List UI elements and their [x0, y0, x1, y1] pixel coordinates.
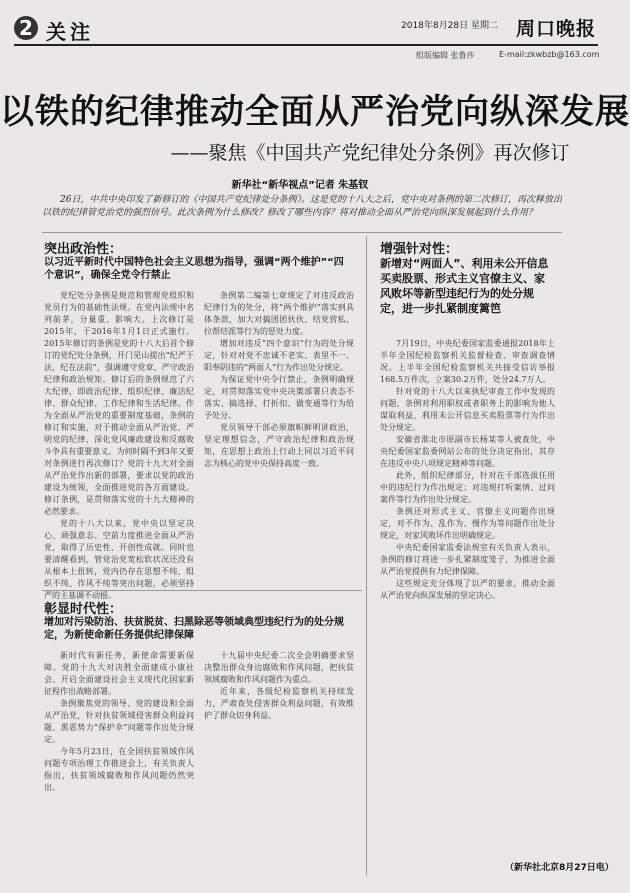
paragraph: 今年5月23日，在全国扶贫领域作风问题专项治理工作推进会上，有关负责人指出，扶贫领域腐败和作风问题仍然突出。 [44, 747, 194, 792]
editor-email: E-mail:zkwbzb@163.com [499, 50, 600, 59]
section-heading-2: 彰显时代性： [44, 602, 123, 617]
column-rule [366, 236, 367, 876]
article-dateline: （新华社北京8月27日电） [505, 863, 614, 873]
paragraph: 增加对违反“四个意识”行为的处分规定，针对对党不忠诚不老实、表里不一、阳奉阴违的“两面人”行为作出处分规定。 [204, 339, 354, 372]
divider [42, 232, 562, 233]
paragraph: 党纪处分条例是规范和管理党组织和党员行为的基础性法规。在党内法规中名列前茅，分量重、影响大。上次修订是2015年，于2016年1月1日正式施行。2015年修订的条例是党的十八大后首个修订的党纪处分条例，开门见山提出“纪严于法，纪在法前”，强调遵守党章、严守政治纪律和政治规矩。修订后的条例规范了六大纪律，即政治纪律、组织纪律、廉洁纪律、群众纪律、工作纪律和生活纪律。作为全面从严治党的重要制度基础，条例的修订和实施，对于推动全面从严治党、严明党的纪律、深化党风廉政建设和反腐败斗争具有重要意义。为何时隔不到3年又要对条例进行再次修订？党的十九大对全面从严治党作出新的部署，要求以党的政治建设为统领，全面推进党的各方面建设。修订条例，是贯彻落实党的十九大精神的必然要求。 [44, 291, 194, 516]
paragraph: 十九届中央纪委二次全会明确要求坚决整治群众身边腐败和作风问题，把扶贫领域腐败和作风问题作为重点。 [204, 651, 354, 684]
paragraph: 新时代有新任务，新使命需要新保障。党的十九大对决胜全面建成小康社会、开启全面建设社会主义现代化国家新征程作出战略部署。 [44, 651, 194, 696]
paragraph: 针对党的十八大以来执纪审查工作中发现的问题，条例对利用职权或者职务上的影响为他人谋取利益、利用未公开信息买卖股票等行为作出处分规定。 [380, 387, 555, 432]
headline: 以铁的纪律推动全面从严治党向纵深发展 [0, 92, 630, 132]
paragraph: 安徽省淮北市原副市长杨某等人被查处，中央纪委国家监委网站公布的处分决定指出，其存在违反中央八项规定精神等问题。 [380, 435, 555, 468]
lead-paragraph: 26日，中共中央印发了新修订的《中国共产党纪律处分条例》。这是党的十八大之后，党中央对条例的第二次修订，再次释放出以铁的纪律管党治党的强烈信号。此次条例为什么修改？修改了哪些内容？将对推动全面从严治党向纵深发展起到什么作用？ [42, 195, 562, 218]
article-column [204, 290, 354, 580]
newspaper-logo: 周口晚报 [516, 18, 597, 40]
header-rule [14, 44, 598, 46]
paragraph: 条例第二编第七章规定了对违反政治纪律行为的处分，将“两个维护”落实到具体条款，加大对搞团团伙伙、结党营私、拉帮结派等行为的惩处力度。 [204, 291, 354, 336]
article-column [44, 650, 194, 870]
article-column [204, 650, 354, 870]
paragraph: 党员领导干部必须旗帜鲜明讲政治，坚定理想信念，严守政治纪律和政治规矩，在思想上政治上行动上同以习近平同志为核心的党中央保持高度一致。 [204, 423, 354, 468]
issue-date: 2018年8月28日 星期二 [401, 21, 498, 31]
section-subheading-3: 新增对“两面人”、利用未公开信息买卖股票、形式主义官僚主义、家风败坏等新型违纪行为的处分规定，进一步扎紧制度篱笆 [380, 257, 549, 315]
subheadline: ——聚焦《中国共产党纪律处分条例》再次修订 [170, 142, 570, 164]
paragraph: 这些规定充分体现了以严的要求，推动全面从严治党向纵深发展的坚定决心。 [380, 579, 555, 600]
paragraph: 近年来，各级纪检监察机关持续发力，严肃查处侵害群众利益问题，有效维护了群众切身利益。 [204, 687, 354, 720]
paragraph: 条例还对形式主义、官僚主义问题作出规定，对不作为、乱作为、慢作为等问题作出处分规定，对家风败坏作出明确规定。 [380, 507, 555, 540]
paragraph: 7月19日，中央纪委国家监委通报2018年上半年全国纪检监察机关监督检查、审查调查情况。上半年全国纪检监察机关共接受信访举报168.5万件次，立案30.2万件，处分24.7万人。 [380, 339, 555, 384]
page-number: 2 [14, 16, 38, 40]
article-column [44, 290, 194, 600]
editor-credit: 组版编辑 张鲁莎 [416, 51, 475, 60]
divider [42, 590, 362, 591]
section-heading-3: 增强针对性： [380, 242, 459, 257]
paragraph: 中央纪委国家监委法规室有关负责人表示，条例的修订将进一步扎紧制度笼子，为推进全面从严治党提供有力纪律保障。 [380, 543, 555, 576]
article-column [380, 338, 555, 854]
section-subheading-2: 增加对污染防治、扶贫脱贫、扫黑除恶等领域典型违纪行为的处分规定，为新使命新任务提供纪律保障 [44, 617, 344, 641]
section-subheading-1: 以习近平新时代中国特色社会主义思想为指导，强调“两个维护”“四个意识”，确保全党令行禁止 [44, 257, 344, 281]
section-heading-1: 突出政治性： [44, 242, 123, 257]
paragraph: 条例聚焦党的领导、党的建设和全面从严治党，针对扶贫领域侵害群众利益问题、黑恶势力“保护伞”问题等作出处分规定。 [44, 699, 194, 744]
paragraph: 为保证党中央令行禁止，条例明确规定，对贯彻落实党中央决策部署只表态不落实、搞选择、打折扣、做变通等行为给予处分。 [204, 375, 354, 420]
byline: 新华社“新华视点”记者 朱基钗 [231, 180, 369, 191]
page-header [6, 16, 600, 70]
paragraph: 党的十八大以来，党中央以坚定决心、顽强意志、空前力度推进全面从严治党，取得了历史性、开创性成就。同时也要清醒看到，管党治党宽松软状况还没有从根本上扭转，党内仍存在思想不纯、组织不纯、作风不纯等突出问题，必须坚持严的主基调不动摇。 [44, 519, 194, 600]
paragraph: 此外，组织纪律部分，针对在干部选拔任用中的违纪行为作出规定；对违规打听案情、过问案件等行为作出处分规定。 [380, 471, 555, 504]
section-name: 关注 [46, 20, 94, 44]
